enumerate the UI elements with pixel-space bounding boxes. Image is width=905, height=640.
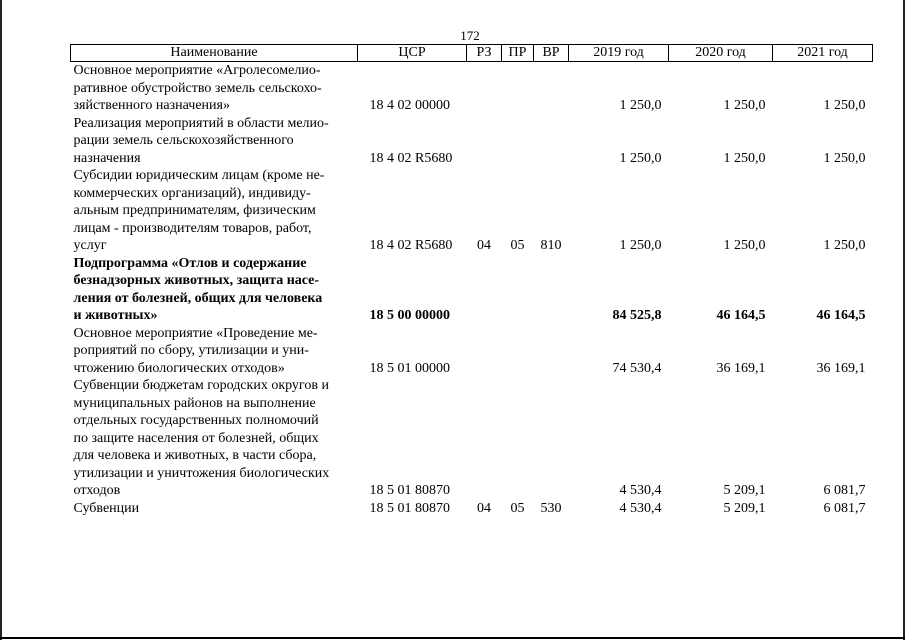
row-name-line: роприятий по сбору, утилизации и уни- [73, 343, 309, 358]
header-2020: 2020 год [669, 45, 773, 62]
row-name-line: зяйственного назначения» [73, 98, 230, 113]
row-name-line: муниципальных районов на выполнение [73, 395, 316, 411]
row-2021: 36 169,1 [816, 360, 866, 376]
header-vr: ВР [534, 45, 569, 62]
row-name-line: для человека и животных, в части сбора, [73, 448, 317, 463]
row-name-line: лицам - производителям товаров, работ, [73, 220, 312, 236]
row-2020: 5 209,1 [723, 500, 766, 516]
row-2019: 1 250,0 [619, 98, 662, 113]
header-name: Наименование [71, 45, 358, 62]
row-vr [534, 377, 569, 500]
header-2019: 2019 год [569, 45, 669, 62]
row-rz [467, 325, 502, 378]
row-name-line: Субвенции бюджетам городских округов и [73, 378, 329, 393]
row-2020: 1 250,0 [723, 98, 766, 113]
table-row [71, 500, 873, 518]
row-name-line: альным предпринимателям, физическим [73, 203, 316, 218]
budget-table [70, 44, 873, 517]
row-name-line: Подпрограмма «Отлов и содержание [73, 255, 307, 271]
table-row [71, 62, 873, 115]
row-vr: 810 [540, 238, 562, 253]
row-name [71, 167, 358, 255]
row-2019: 84 525,8 [612, 308, 662, 323]
row-csr: 18 5 01 80870 [369, 483, 450, 498]
row-name [71, 377, 358, 500]
row-name-line: Основное мероприятие «Проведение ме- [73, 325, 318, 341]
table-row [71, 115, 873, 168]
row-2020: 46 164,5 [716, 308, 766, 323]
table-header [71, 45, 873, 62]
row-vr [534, 62, 569, 115]
row-pr: 05 [510, 238, 525, 253]
row-name-line: Субсидии юридическим лицам (кроме не- [73, 168, 325, 183]
row-rz [467, 62, 502, 115]
row-2020: 5 209,1 [723, 483, 766, 498]
row-name-line: утилизации и уничтожения биологических [73, 465, 330, 481]
header-2021: 2021 год [773, 45, 873, 62]
row-2021: 6 081,7 [823, 500, 866, 516]
row-name-line: коммерческих организаций), индивиду- [73, 185, 311, 201]
row-vr [534, 325, 569, 378]
row-name-line: по защите населения от болезней, общих [73, 430, 319, 446]
header-pr: ПР [502, 45, 534, 62]
row-pr [502, 115, 534, 168]
table-row [71, 255, 873, 325]
row-2019: 4 530,4 [619, 500, 662, 516]
row-name-line: безнадзорных животных, защита насе- [73, 273, 320, 288]
row-pr [502, 325, 534, 378]
row-name-line: Реализация мероприятий в области мелио- [73, 115, 329, 131]
row-2021: 1 250,0 [823, 98, 866, 113]
row-pr [502, 62, 534, 115]
row-2020: 1 250,0 [723, 238, 766, 253]
row-name [71, 62, 358, 115]
row-pr: 05 [510, 500, 525, 516]
row-2020: 36 169,1 [716, 360, 766, 376]
row-name-line: отходов [73, 483, 121, 498]
row-csr: 18 5 00 00000 [369, 308, 450, 323]
row-name-line: назначения [73, 150, 141, 166]
row-vr [534, 115, 569, 168]
row-name [71, 325, 358, 378]
row-vr: 530 [540, 500, 562, 516]
row-rz: 04 [477, 500, 491, 516]
row-2019: 74 530,4 [612, 360, 662, 376]
row-name-line: и животных» [73, 308, 158, 323]
scan-edge-left [0, 0, 2, 640]
row-rz [467, 255, 502, 325]
row-rz [467, 377, 502, 500]
row-name [71, 115, 358, 168]
row-rz [467, 115, 502, 168]
page-number: 172 [460, 28, 480, 43]
row-rz: 04 [477, 238, 491, 253]
header-row [71, 45, 873, 62]
row-2021: 1 250,0 [823, 150, 866, 166]
table-row [71, 167, 873, 255]
row-2021: 6 081,7 [823, 483, 866, 498]
page-bottom-rule [0, 637, 905, 639]
row-name [71, 255, 358, 325]
row-name-line: отдельных государственных полномочий [73, 413, 319, 428]
row-name-line: Субвенции [73, 500, 140, 516]
row-pr [502, 377, 534, 500]
row-pr [502, 255, 534, 325]
row-2021: 1 250,0 [823, 238, 866, 253]
row-2019: 1 250,0 [619, 150, 662, 166]
row-2019: 4 530,4 [619, 483, 662, 498]
row-name-line: ративное обустройство земель сельскохо- [73, 80, 322, 96]
table-body [71, 62, 873, 518]
table-row [71, 377, 873, 500]
row-name [71, 500, 358, 518]
row-csr: 18 4 02 R5680 [369, 150, 453, 166]
row-2019: 1 250,0 [619, 238, 662, 253]
row-2021: 46 164,5 [816, 308, 866, 323]
row-2020: 1 250,0 [723, 150, 766, 166]
header-rz: РЗ [467, 45, 502, 62]
row-vr [534, 255, 569, 325]
row-csr: 18 4 02 R5680 [369, 238, 453, 253]
header-csr: ЦСР [358, 45, 467, 62]
row-name-line: рации земель сельскохозяйственного [73, 133, 294, 148]
row-name-line: услуг [73, 238, 107, 253]
row-csr: 18 5 01 00000 [369, 360, 450, 376]
table-row [71, 325, 873, 378]
row-csr: 18 5 01 80870 [369, 500, 450, 516]
row-name-line: чтожению биологических отходов» [73, 360, 285, 376]
row-name-line: ления от болезней, общих для человека [73, 290, 323, 306]
row-name-line: Основное мероприятие «Агролесомелио- [73, 63, 321, 78]
row-csr: 18 4 02 00000 [369, 98, 450, 113]
